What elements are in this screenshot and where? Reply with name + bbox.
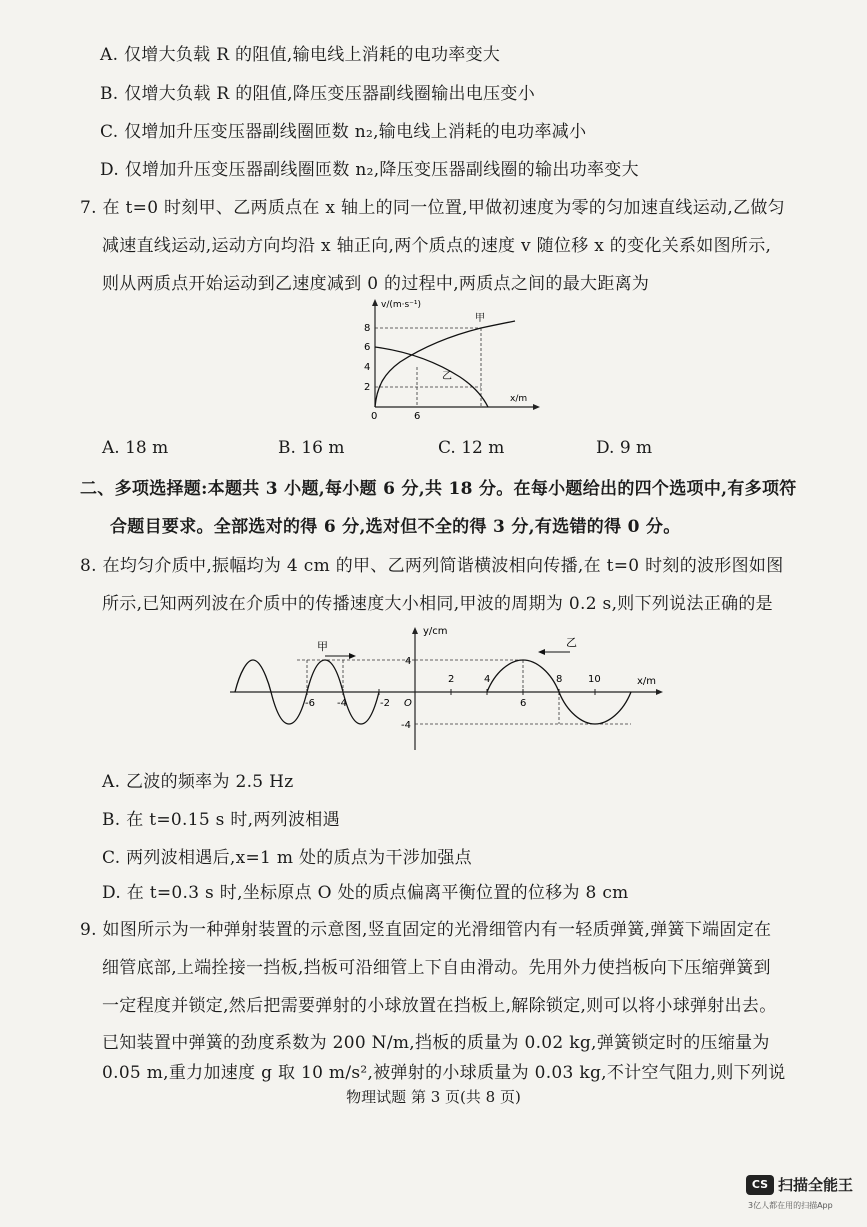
q8-wave-graph [225,622,670,757]
q8-xtick-neg4: -4 [337,698,347,709]
q9-stem-line4: 已知装置中弹簧的劲度系数为 200 N/m,挡板的质量为 0.02 kg,弹簧锁定时的压缩量为 [102,1033,770,1053]
q7-ytick-6: 6 [364,342,371,353]
q8-xtick-10: 10 [588,674,601,685]
q7-option-b: B. 16 m [278,438,345,458]
q9-stem-line1: 9. 如图所示为一种弹射装置的示意图,竖直固定的光滑细管内有一轻质弹簧,弹簧下端固定在 [80,920,772,940]
q7-option-c: C. 12 m [438,438,505,458]
q7-stem-line3: 则从两质点开始运动到乙速度减到 0 的过程中,两质点之间的最大距离为 [102,274,650,294]
q7-x-axis-label: x/m [510,394,528,404]
camscanner-name: 扫描全能王 [778,1176,854,1194]
section2-header-line1: 二、多项选择题:本题共 3 小题,每小题 6 分,共 18 分。在每小题给出的四个选项中,有多项符 [80,479,797,499]
q7-ytick-8: 8 [364,323,371,334]
q6-option-c: C. 仅增加升压变压器副线圈匝数 n₂,输电线上消耗的电功率减小 [100,122,587,142]
camscanner-tagline: 3亿人都在用的扫描App [748,1201,833,1210]
q8-option-a: A. 乙波的频率为 2.5 Hz [102,772,294,792]
q9-stem-line2: 细管底部,上端拴接一挡板,挡板可沿细管上下自由滑动。先用外力使挡板向下压缩弹簧到 [102,958,771,978]
q8-option-c: C. 两列波相遇后,x=1 m 处的质点为干涉加强点 [102,848,472,868]
q8-origin-label: O [404,698,412,709]
q8-label-jia: 甲 [317,640,328,653]
q8-ytick-neg4: -4 [401,720,411,731]
q7-ytick-2: 2 [364,382,371,393]
q8-xtick-8: 8 [556,674,563,685]
q7-ytick-4: 4 [364,362,371,373]
q7-y-axis-label: v/(m·s⁻¹) [381,300,422,310]
q8-x-axis-label: x/m [637,676,657,687]
q8-xtick-2: 2 [448,674,455,685]
q6-option-a: A. 仅增大负载 R 的阻值,输电线上消耗的电功率变大 [100,45,501,65]
q7-xtick-0: 0 [371,411,378,422]
camscanner-logo: CS [746,1175,774,1195]
q7-option-a: A. 18 m [102,438,169,458]
q8-label-yi: 乙 [566,636,577,649]
q6-option-b: B. 仅增大负载 R 的阻值,降压变压器副线圈输出电压变小 [100,84,536,104]
q8-xtick-neg2: -2 [380,698,390,709]
q7-xtick-6: 6 [414,411,421,422]
q8-xtick-6: 6 [520,698,527,709]
q7-label-yi: 乙 [442,371,452,382]
q7-velocity-displacement-graph [345,295,545,425]
q8-stem-line1: 8. 在均匀介质中,振幅均为 4 cm 的甲、乙两列简谐横波相向传播,在 t=0 时刻的波形图如图 [80,556,784,576]
q7-label-jia: 甲 [475,313,485,324]
page-footer: 物理试题 第 3 页(共 8 页) [346,1088,521,1106]
q7-option-d: D. 9 m [596,438,653,458]
q8-ytick-4: 4 [405,656,412,667]
q7-stem-line2: 减速直线运动,运动方向均沿 x 轴正向,两个质点的速度 v 随位移 x 的变化关系如图所示, [102,236,772,256]
q8-xtick-4: 4 [484,674,491,685]
q7-stem-line1: 7. 在 t=0 时刻甲、乙两质点在 x 轴上的同一位置,甲做初速度为零的匀加速直线运动,乙做匀 [80,198,785,218]
q6-option-d: D. 仅增加升压变压器副线圈匝数 n₂,降压变压器副线圈的输出功率变大 [100,160,639,180]
q8-y-axis-label: y/cm [423,626,448,637]
q8-option-b: B. 在 t=0.15 s 时,两列波相遇 [102,810,340,830]
q8-stem-line2: 所示,已知两列波在介质中的传播速度大小相同,甲波的周期为 0.2 s,则下列说法正确的是 [102,594,773,614]
q8-option-d: D. 在 t=0.3 s 时,坐标原点 O 处的质点偏离平衡位置的位移为 8 cm [102,883,629,903]
q8-xtick-neg6: -6 [305,698,315,709]
section2-header-line2: 合题目要求。全部选对的得 6 分,选对但不全的得 3 分,有选错的得 0 分。 [110,517,681,537]
q9-stem-line3: 一定程度并锁定,然后把需要弹射的小球放置在挡板上,解除锁定,则可以将小球弹射出去。 [102,996,777,1016]
q9-stem-line5: 0.05 m,重力加速度 g 取 10 m/s²,被弹射的小球质量为 0.03 kg,不计空气阻力,则下列说 [102,1063,786,1083]
